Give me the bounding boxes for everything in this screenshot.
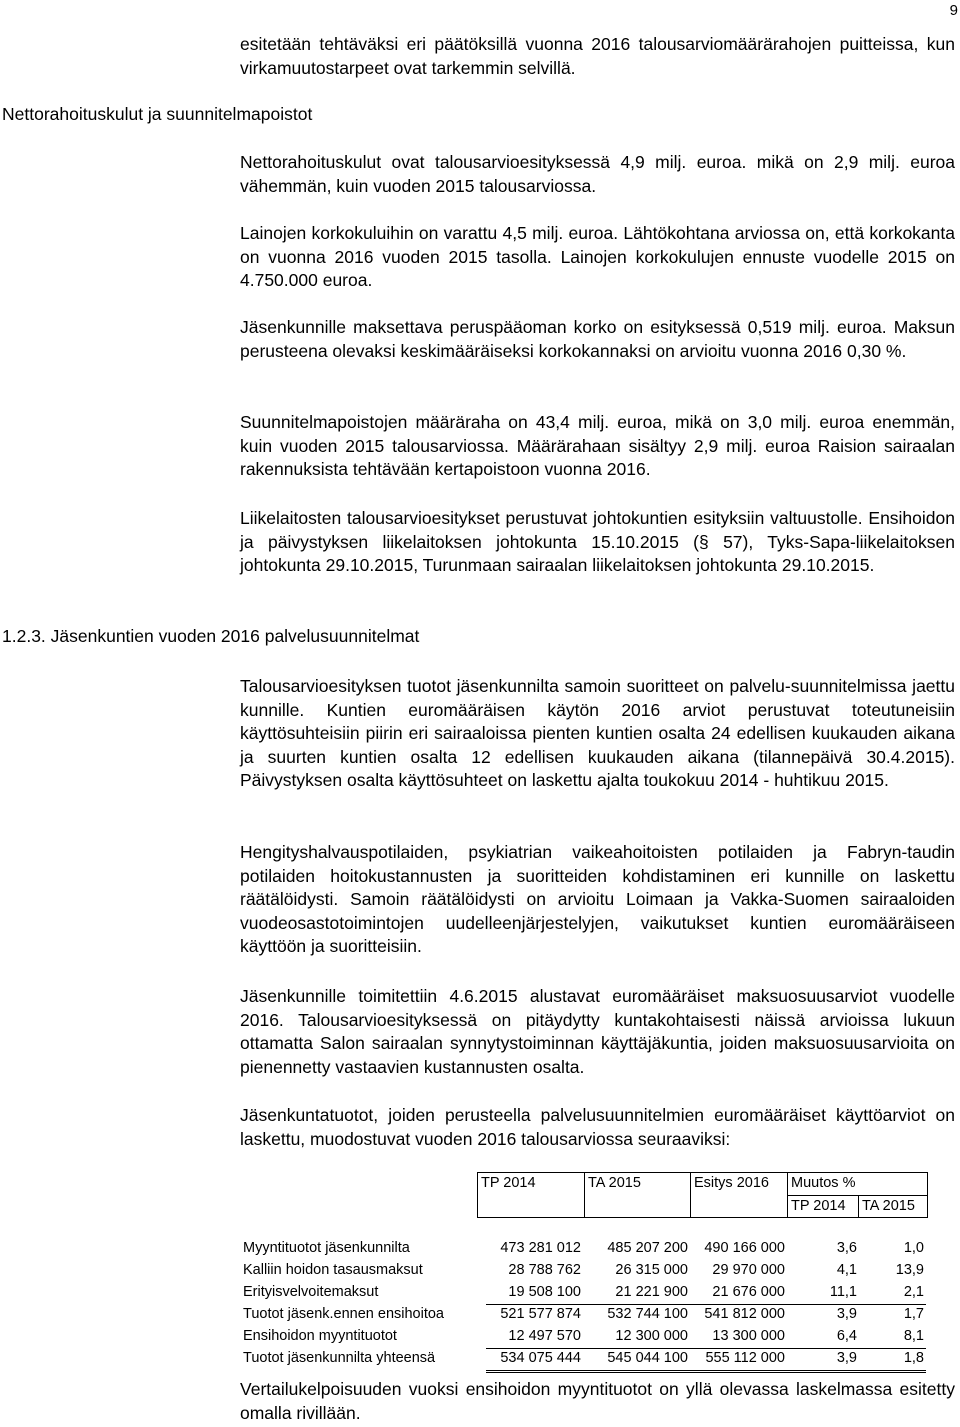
row-label: Ensihoidon myyntituotot (243, 1328, 397, 1344)
row-label: Tuotot jäsenk.ennen ensihoitoa (243, 1306, 444, 1322)
paragraph-peruspaaoman-korko: Jäsenkunnille maksettava peruspääoman korko on esityksessä 0,519 milj. euroa. Maksun perusteena olevaksi keskimääräiseksi korkokannaksi on arvioitu vuonna 2016 0,30 %. (240, 317, 955, 361)
row-label: Erityisvelvoitemaksut (243, 1284, 379, 1300)
cell-ta2015: 26 315 000 (615, 1262, 688, 1278)
cell-muutos-tp2014: 3,6 (836, 1240, 857, 1256)
cell-esitys2016: 21 676 000 (712, 1284, 785, 1300)
paragraph-suunnitelmapoistot: Suunnitelmapoistojen määräraha on 43,4 milj. euroa, mikä on 3,0 milj. euroa enemmän, kuin vuoden 2015 talousarviossa. Määrärahaan sisältyy 2,9 milj. euroa Raision sairaalan rakennuksista tehtävään kertapoistoon vuonna 2016. (240, 412, 955, 479)
table-subheader-ta2015: TA 2015 (862, 1198, 915, 1214)
page-number: 9 (949, 2, 958, 19)
paragraph-intro: esitetään tehtäväksi eri päätöksillä vuonna 2016 talousarviomäärärahojen puitteissa, kun virkamuutostarpeet ovat tarkemmin selvillä. (240, 34, 955, 78)
table-header-esitys2016: Esitys 2016 (694, 1175, 769, 1191)
paragraph-nettorahoituskulut: Nettorahoituskulut ovat talousarvioesityksessä 4,9 milj. euroa. mikä on 2,9 milj. euroa vähemmän, kuin vuoden 2015 talousarviossa. (240, 152, 955, 196)
cell-muutos-ta2015: 13,9 (895, 1262, 924, 1278)
cell-muutos-tp2014: 3,9 (836, 1306, 857, 1322)
cell-ta2015: 532 744 100 (607, 1306, 688, 1322)
table-row (243, 1240, 928, 1262)
cell-tp2014: 28 788 762 (508, 1262, 581, 1278)
cell-esitys2016: 555 112 000 (705, 1350, 785, 1366)
table-header-ta2015: TA 2015 (588, 1175, 641, 1191)
cell-muutos-ta2015: 1,8 (903, 1350, 924, 1366)
cell-muutos-tp2014: 6,4 (836, 1328, 857, 1344)
cell-esitys2016: 13 300 000 (712, 1328, 785, 1344)
table-header-vline (584, 1172, 585, 1218)
paragraph-lainojen-korkokulut: Lainojen korkokuluihin on varattu 4,5 milj. euroa. Lähtökohtana arviossa on, että korkokanta on vuonna 2016 vuoden 2015 tasolla. Lainojen korkokulujen ennuste vuodelle 2015 on 4.750.000 euroa. (240, 223, 955, 290)
paragraph-talousarvioesityksen-tuotot: Talousarvioesityksen tuotot jäsenkunnilta samoin suoritteet on palvelu-suunnitelmissa jaettu kunnille. Kuntien euromääräisen käytön 2016 arviot perustuvat toteutuneisiin käyttösuhteisiin piirin eri sairaaloissa pienten kuntien osalta 24 edellisen kuukauden aikana ja suurten kuntien osalta 12 edellisen kuukauden aikana (tilannepäivä 30.4.2015). Päivystyksen osalta käyttösuhteet on laskettu ajalta toukokuu 2014 - huhtikuu 2015. (240, 676, 955, 790)
cell-ta2015: 485 207 200 (607, 1240, 688, 1256)
cell-tp2014: 521 577 874 (500, 1306, 581, 1322)
row-label: Kalliin hoidon tasausmaksut (243, 1262, 423, 1278)
cell-ta2015: 21 221 900 (615, 1284, 688, 1300)
cell-muutos-tp2014: 4,1 (836, 1262, 857, 1278)
table-subheader-tp2014: TP 2014 (791, 1198, 846, 1214)
table-row (243, 1284, 928, 1306)
paragraph-vertailukelpoisuus: Vertailukelpoisuuden vuoksi ensihoidon myyntituotot on yllä olevassa laskelmassa esitetty omalla rivillään. (240, 1379, 955, 1423)
table-row (243, 1262, 928, 1284)
cell-esitys2016: 29 970 000 (712, 1262, 785, 1278)
table-header-vline (927, 1172, 928, 1218)
cell-tp2014: 19 508 100 (508, 1284, 581, 1300)
table-header-vline (690, 1172, 691, 1218)
cell-ta2015: 545 044 100 (607, 1350, 688, 1366)
paragraph-maksuosuusarviot: Jäsenkunnille toimitettiin 4.6.2015 alustavat euromääräiset maksuosuusarviot vuodelle 2016. Talousarvioesityksessä on pitäydytty kuntakohtaisesti näissä arvioissa lukuun ottamatta Salon sairaalan synnytystoiminnan käyttäjäkuntia, joiden maksuosuusarvioita on pienennetty vastaavien kustannusten osalta. (240, 986, 955, 1077)
cell-tp2014: 534 075 444 (500, 1350, 581, 1366)
cell-esitys2016: 541 812 000 (704, 1306, 785, 1322)
table-total-double-underline (486, 1372, 926, 1373)
cell-muutos-ta2015: 1,7 (903, 1306, 924, 1322)
cell-tp2014: 12 497 570 (508, 1328, 581, 1344)
paragraph-hengityshalvauspotilaat: Hengityshalvauspotilaiden, psykiatrian vaikeahoitoisten potilaiden ja Fabryn-taudin potilaiden hoitokustannusten ja suoritteiden kohdistaminen eri kunnille on laskettu räätälöidysti. Samoin räätälöidysti on arvioitu Loimaan ja Vakka-Suomen sairaaloiden vuodeosastotoimintojen uudelleenjärjestelyjen, vaikutukset kuntien euromääräiseen käyttöön ja suoritteisiin. (240, 842, 955, 956)
table-header-bottom-border (477, 1217, 927, 1218)
cell-muutos-tp2014: 11,1 (829, 1284, 857, 1300)
cell-muutos-ta2015: 2,1 (903, 1284, 924, 1300)
table-total-double-underline (486, 1370, 926, 1371)
section-heading-palvelusuunnitelmat: 1.2.3. Jäsenkuntien vuoden 2016 palvelusuunnitelmat (2, 626, 420, 646)
cell-ta2015: 12 300 000 (615, 1328, 688, 1344)
table-sum-underline (486, 1304, 926, 1305)
table-header-vline (787, 1172, 788, 1218)
cell-muutos-tp2014: 3,9 (836, 1350, 857, 1366)
table-row-total (243, 1350, 928, 1372)
paragraph-jasenkuntatuotot: Jäsenkuntatuotot, joiden perusteella palvelusuunnitelmien euromääräiset käyttöarviot on laskettu, muodostuvat vuoden 2016 talousarviossa seuraaviksi: (240, 1105, 955, 1149)
table-header-vline (858, 1196, 859, 1218)
table-row (243, 1328, 928, 1350)
row-label: Myyntituotot jäsenkunnilta (243, 1240, 410, 1256)
table-header-tp2014: TP 2014 (481, 1175, 536, 1191)
row-label: Tuotot jäsenkunnilta yhteensä (243, 1350, 436, 1366)
paragraph-liikelaitokset: Liikelaitosten talousarvioesitykset perustuvat johtokuntien esityksiin valtuustolle. Ensihoidon ja päivystyksen liikelaitoksen johtokunta 15.10.2015 (§ 57), Tyks-Sapa-liikelaitoksen johtokunta 29.10.2015, Turunmaan sairaalan liikelaitoksen johtokunta 29.10.2015. (240, 508, 955, 575)
table-header-muutos: Muutos % (791, 1175, 856, 1191)
table-header-vline (477, 1172, 478, 1218)
table-row (243, 1306, 928, 1328)
table-total-underline (486, 1348, 926, 1349)
cell-muutos-ta2015: 8,1 (903, 1328, 924, 1344)
section-heading-nettorahoituskulut: Nettorahoituskulut ja suunnitelmapoistot (2, 104, 313, 124)
cell-esitys2016: 490 166 000 (704, 1240, 785, 1256)
cell-tp2014: 473 281 012 (500, 1240, 581, 1256)
cell-muutos-ta2015: 1,0 (903, 1240, 924, 1256)
